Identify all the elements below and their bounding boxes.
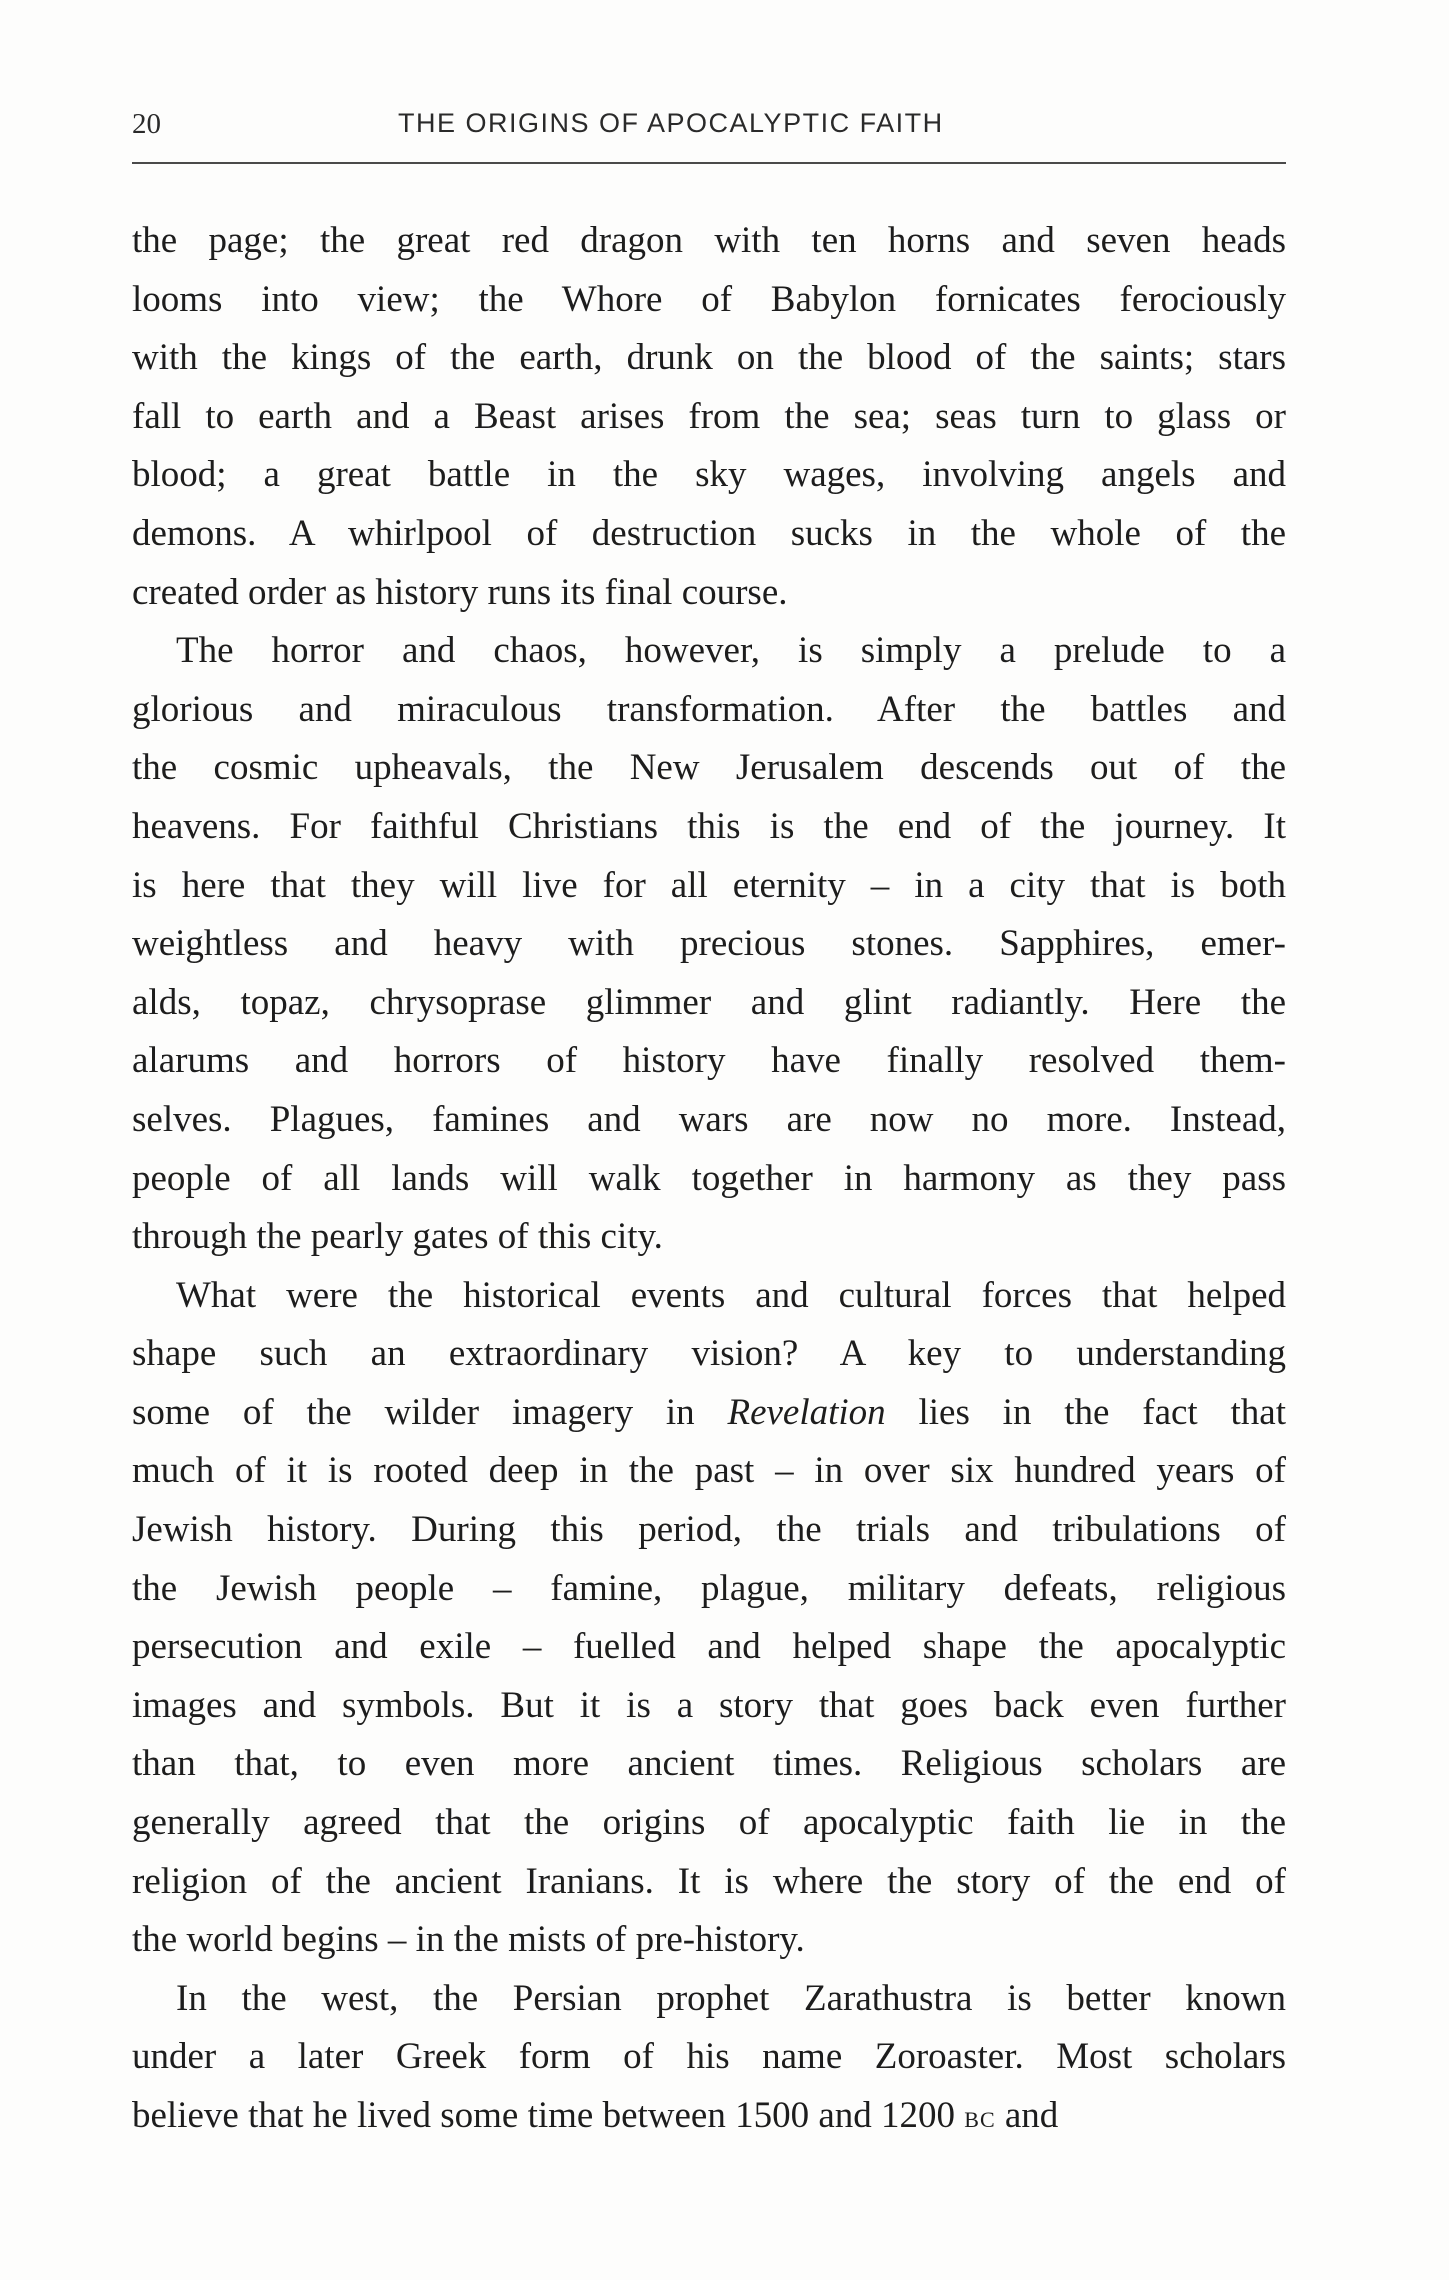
text-line: people of all lands will walk together in harmony as they pass bbox=[132, 1157, 1286, 1199]
text-line: the world begins – in the mists of pre-history. bbox=[132, 1919, 805, 1961]
text-run: and bbox=[995, 2095, 1059, 2136]
text-line: What were the historical events and cultural forces that helped bbox=[176, 1274, 1286, 1316]
paragraph bbox=[132, 1970, 1286, 2146]
text-line: glorious and miraculous transformation. After the battles and bbox=[132, 688, 1286, 730]
text-line: alarums and horrors of history have finally resolved them- bbox=[132, 1040, 1286, 1082]
italic-title: Revelation bbox=[727, 1391, 886, 1433]
text-line: looms into view; the Whore of Babylon fornicates ferociously bbox=[132, 278, 1286, 320]
text-line: is here that they will live for all eternity – in a city that is both bbox=[132, 864, 1286, 906]
text-line: than that, to even more ancient times. Religious scholars are bbox=[132, 1743, 1286, 1785]
text-line: Jewish history. During this period, the trials and tribulations of bbox=[132, 1509, 1286, 1551]
text-line: shape such an extraordinary vision? A key to understanding bbox=[132, 1333, 1286, 1375]
text-line: heavens. For faithful Christians this is the end of the journey. It bbox=[132, 805, 1286, 847]
text-line: weightless and heavy with precious stones. Sapphires, emer- bbox=[132, 923, 1286, 965]
text-line: through the pearly gates of this city. bbox=[132, 1216, 663, 1258]
text-line: selves. Plagues, famines and wars are now no more. Instead, bbox=[132, 1098, 1286, 1140]
text-run: lies in the fact that bbox=[885, 1391, 1286, 1433]
text-line: alds, topaz, chrysoprase glimmer and glint radiantly. Here the bbox=[132, 981, 1286, 1023]
text-line: images and symbols. But it is a story that goes back even further bbox=[132, 1684, 1286, 1726]
text-line bbox=[132, 1384, 1286, 1443]
text-run: some of the wilder imagery in bbox=[132, 1391, 728, 1433]
era-abbreviation: bc bbox=[964, 2099, 996, 2134]
text-line: In the west, the Persian prophet Zarathustra is better known bbox=[176, 1977, 1286, 2019]
text-line: much of it is rooted deep in the past – in over six hundred years of bbox=[132, 1450, 1286, 1492]
text-run: believe that he lived some time between 1500 and 1200 bbox=[132, 2095, 965, 2136]
text-line: the cosmic upheavals, the New Jerusalem descends out of the bbox=[132, 747, 1286, 789]
header-rule bbox=[132, 162, 1286, 164]
text-line: generally agreed that the origins of apocalyptic faith lie in the bbox=[132, 1802, 1286, 1844]
text-line: the Jewish people – famine, plague, military defeats, religious bbox=[132, 1567, 1286, 1609]
body-text bbox=[132, 212, 1286, 2146]
running-head bbox=[132, 108, 1286, 152]
text-line bbox=[132, 2087, 1286, 2146]
paragraph bbox=[132, 622, 1286, 1267]
text-line: religion of the ancient Iranians. It is where the story of the end of bbox=[132, 1860, 1286, 1902]
text-line: demons. A whirlpool of destruction sucks in the whole of the bbox=[132, 512, 1286, 554]
text-line: persecution and exile – fuelled and helped shape the apocalyptic bbox=[132, 1626, 1286, 1668]
text-line: under a later Greek form of his name Zoroaster. Most scholars bbox=[132, 2036, 1286, 2078]
text-line: fall to earth and a Beast arises from the sea; seas turn to glass or bbox=[132, 395, 1286, 437]
text-line: The horror and chaos, however, is simply a prelude to a bbox=[176, 630, 1286, 672]
paragraph bbox=[132, 212, 1286, 622]
text-line: with the kings of the earth, drunk on the blood of the saints; stars bbox=[132, 337, 1286, 379]
text-line: blood; a great battle in the sky wages, involving angels and bbox=[132, 454, 1286, 496]
text-line: created order as history runs its final course. bbox=[132, 571, 788, 613]
paragraph bbox=[132, 1267, 1286, 1970]
text-line: the page; the great red dragon with ten horns and seven heads bbox=[132, 220, 1286, 261]
page-number: 20 bbox=[132, 108, 161, 140]
running-title: THE ORIGINS OF APOCALYPTIC FAITH bbox=[398, 108, 944, 138]
